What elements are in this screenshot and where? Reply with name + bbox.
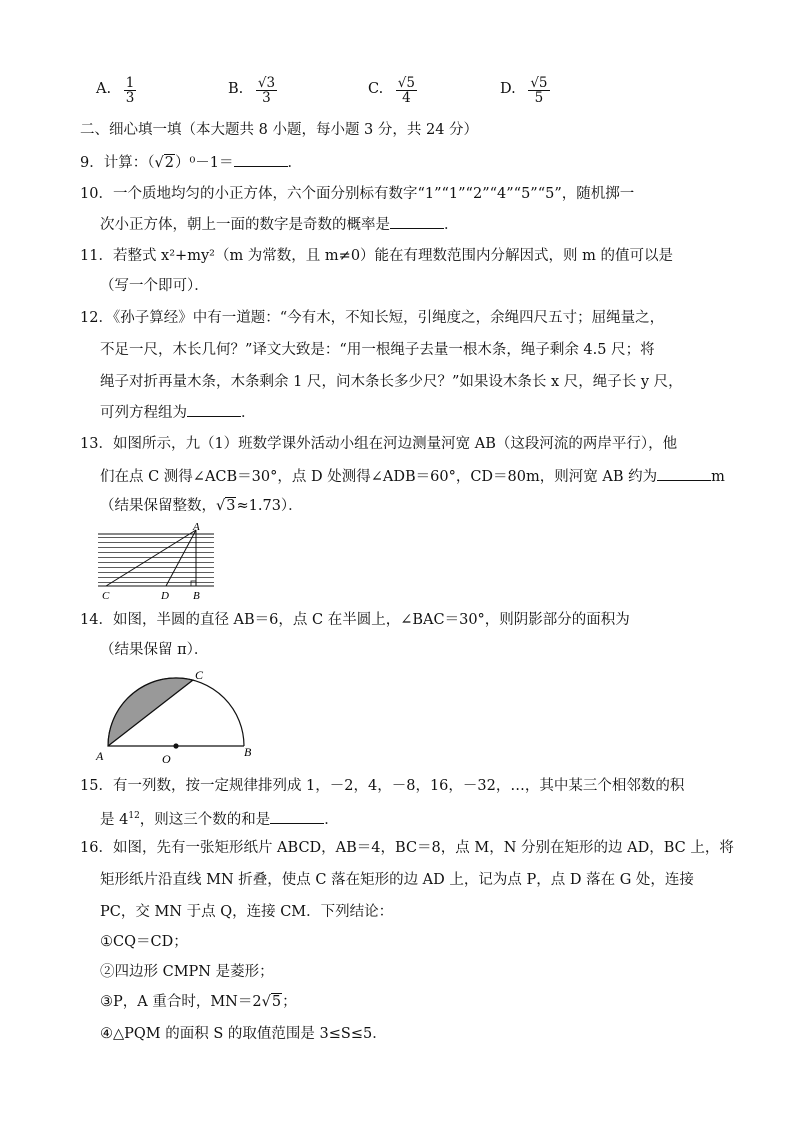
conclusion-4: ④△PQM 的面积 S 的取值范围是 3≤S≤5． xyxy=(100,1026,387,1042)
question-13-line3: （结果保留整数，√3≈1.73）． xyxy=(100,498,303,514)
answer-blank-15[interactable] xyxy=(270,809,324,824)
option-b-label: B. xyxy=(228,80,244,97)
question-11-line2: （写一个即可）． xyxy=(100,278,209,294)
question-15-line2: 是 $4^{12}$，则这三个数的和是 ． xyxy=(100,806,339,830)
question-12-line4: 可列方程组为 ． xyxy=(100,402,256,423)
answer-blank-9[interactable] xyxy=(234,152,288,167)
label-b: B xyxy=(193,590,200,602)
question-14-line1: 14．如图，半圆的直径 AB＝6，点 C 在半圆上，∠BAC＝30°，则阴影部分的面积为 xyxy=(80,612,630,628)
option-a-fraction: $\frac{1}{3}$ xyxy=(125,75,135,106)
option-c-fraction: $\frac{√5}{4}$ xyxy=(397,75,415,106)
river-figure xyxy=(90,520,230,602)
question-16-line1: 16．如图，先有一张矩形纸片 ABCD，AB＝4，BC＝8，点 M，N 分别在矩形的边 AD，BC 上，将 xyxy=(80,840,734,856)
label-a: A xyxy=(96,749,104,763)
question-11-line1: 11．若整式 x²+my²（m 为常数，且 m≠0）能在有理数范围内分解因式，则 m 的值可以是 xyxy=(80,248,674,264)
option-d-fraction: $\frac{√5}{5}$ xyxy=(530,75,548,106)
question-14-line2: （结果保留 π）． xyxy=(100,642,209,658)
option-b-fraction: $\frac{√3}{3}$ xyxy=(257,75,276,106)
question-9: 9．计算：（√2）⁰－1＝ ． xyxy=(80,152,302,173)
option-d xyxy=(500,76,552,105)
option-a-label: A. xyxy=(96,80,112,97)
center-point-o xyxy=(173,743,178,748)
semicircle-figure xyxy=(94,664,264,766)
option-d-label: D. xyxy=(500,80,516,97)
question-16-line3: PC，交 MN 于点 Q，连接 CM．下列结论： xyxy=(100,904,394,920)
section-heading: 二、细心填一填（本大题共 8 小题，每小题 3 分，共 24 分） xyxy=(80,122,479,138)
question-10-line1: 10．一个质地均匀的小正方体，六个面分别标有数字“1”“1”“2”“4”“5”“5”，随机掷一 xyxy=(80,186,635,202)
label-d: D xyxy=(161,590,169,602)
option-b xyxy=(228,76,279,105)
answer-blank-13[interactable] xyxy=(657,466,711,481)
answer-blank-12[interactable] xyxy=(187,402,241,417)
conclusion-1: ①CQ＝CD； xyxy=(100,934,188,950)
question-13-line2: 们在点 C 测得∠ACB＝30°，点 D 处测得∠ADB＝60°，CD＝80m，则河宽 AB 约为 m xyxy=(100,466,725,487)
question-12-line2: 不足一尺，木长几何？”译文大致是：“用一根绳子去量一根木条，绳子剩余 4.5 尺；将 xyxy=(100,342,655,358)
label-b: B xyxy=(244,745,252,759)
question-12-line1: 12．《孙子算经》中有一道题：“今有木，不知长短，引绳度之，余绳四尺五寸；屈绳量之， xyxy=(80,310,665,326)
conclusion-2: ②四边形 CMPN 是菱形； xyxy=(100,964,274,980)
question-12-line3: 绳子对折再量木条，木条剩余 1 尺，问木条长多少尺？”如果设木条长 x 尺，绳子长 y 尺， xyxy=(100,374,683,390)
label-a: A xyxy=(193,521,200,533)
conclusion-3: ③P，A 重合时，MN＝2√5； xyxy=(100,994,297,1010)
question-15-line1: 15．有一列数，按一定规律排列成 1，－2，4，－8，16，－32，…，其中某三个相邻数的积 xyxy=(80,778,685,794)
label-c: C xyxy=(102,590,110,602)
question-16-line2: 矩形纸片沿直线 MN 折叠，使点 C 落在矩形的边 AD 上，记为点 P，点 D 落在 G 处，连接 xyxy=(100,872,694,888)
river-hatching xyxy=(98,534,214,586)
answer-blank-10[interactable] xyxy=(390,214,444,229)
question-13-line1: 13．如图所示，九（1）班数学课外活动小组在河边测量河宽 AB（这段河流的两岸平行），他 xyxy=(80,436,678,452)
option-c-label: C. xyxy=(368,80,384,97)
question-10-line2: 次小正方体，朝上一面的数字是奇数的概率是 ． xyxy=(100,214,459,235)
label-o: O xyxy=(162,752,171,766)
option-a xyxy=(96,76,138,105)
option-c xyxy=(368,76,419,105)
label-c: C xyxy=(195,668,204,682)
